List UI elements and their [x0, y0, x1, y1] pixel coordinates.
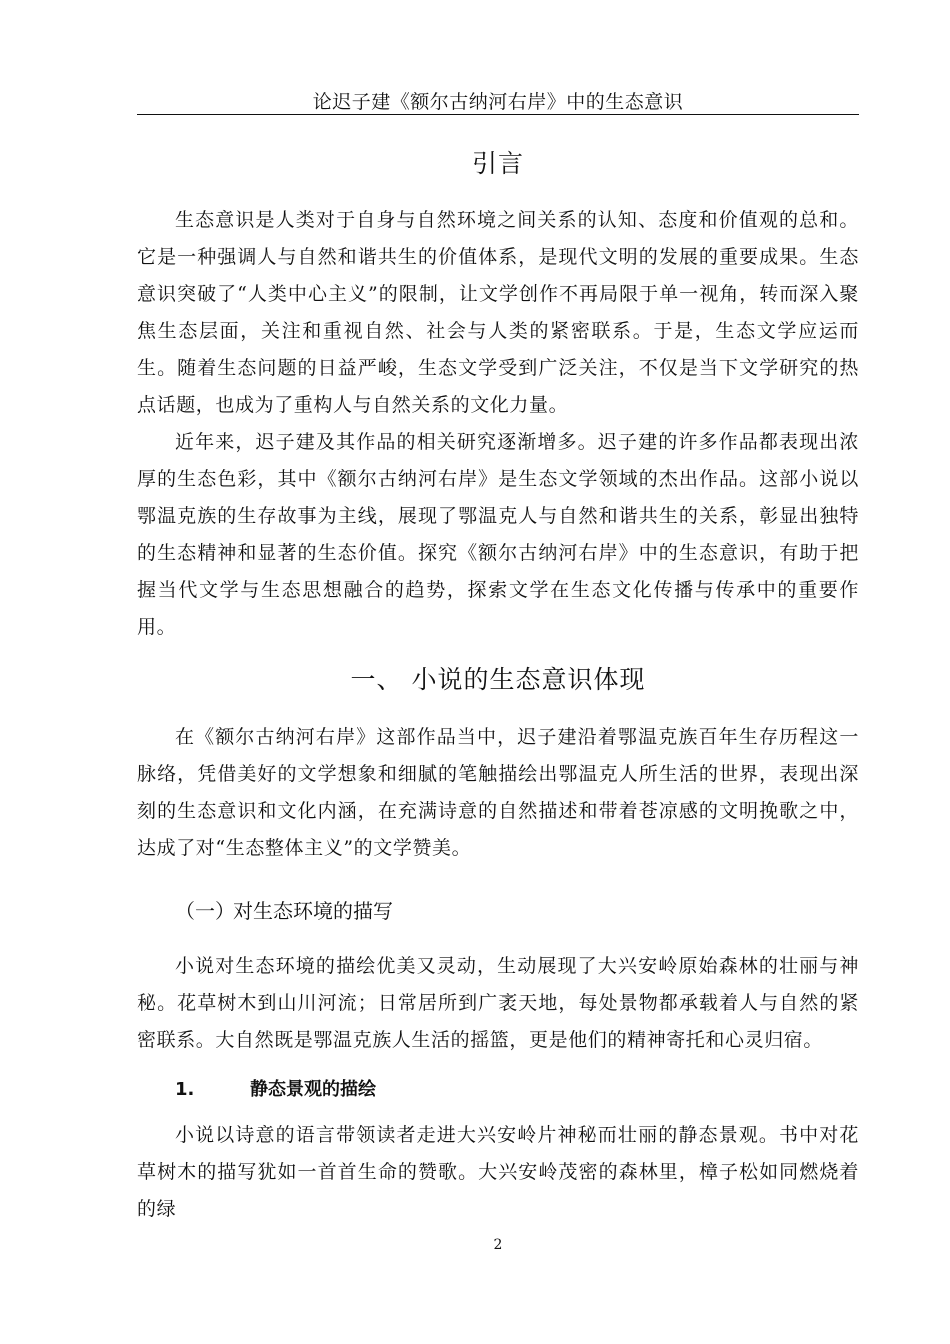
section1-body [137, 948, 859, 1059]
sub1-body [137, 1117, 859, 1228]
intro-paragraph-1: 生态意识是人类对于自身与自然环境之间关系的认知、态度和价值观的总和。它是一种强调人与自然和谐共生的价值体系，是现代文明的发展的重要成果。生态意识突破了“人类中心主义”的限制，让文学创作不再局限于单一视角，转而深入聚焦生态层面，关注和重视自然、社会与人类的紧密联系。于是，生态文学应运而生。随着生态问题的日益严峻，生态文学受到广泛关注，不仅是当下文学研究的热点话题，也成为了重构人与自然关系的文化力量。 [137, 209, 859, 416]
page-number: 2 [493, 1237, 503, 1253]
sub1-paragraph: 小说以诗意的语言带领读者走进大兴安岭片神秘而壮丽的静态景观。书中对花草树木的描写犹如一首首生命的赞歌。大兴安岭茂密的森林里，樟子松如同燃烧着的绿 [137, 1124, 859, 1220]
intro-title: 引言 [471, 149, 524, 178]
sub1-number: 1. [175, 1079, 195, 1100]
sub1-heading [175, 1076, 376, 1104]
section1-heading [175, 896, 393, 926]
section1-paragraph: 小说对生态环境的描绘优美又灵动，生动展现了大兴安岭原始森林的壮丽与神秘。花草树木到山川河流；日常居所到广袤天地，每处景物都承载着人与自然的紧密联系。大自然既是鄂温克族人生活的摇篮，更是他们的精神寄托和心灵归宿。 [137, 955, 859, 1051]
chapter1-paragraph: 在《额尔古纳河右岸》这部作品当中，迟子建沿着鄂温克族百年生存历程这一脉络，凭借美好的文学想象和细腻的笔触描绘出鄂温克人所生活的世界，表现出深刻的生态意识和文化内涵，在充满诗意的自然描述和带着苍凉感的文明挽歌之中，达成了对“生态整体主义”的文学赞美。 [137, 726, 859, 859]
chapter1-body [137, 719, 859, 867]
section1-number: （一） [175, 899, 235, 923]
intro-paragraph-2: 近年来，迟子建及其作品的相关研究逐渐增多。迟子建的许多作品都表现出浓厚的生态色彩，其中《额尔古纳河右岸》是生态文学领域的杰出作品。这部小说以鄂温克族的生存故事为主线，展现了鄂温克人与自然和谐共生的关系，彰显出独特的生态精神和显著的生态价值。探究《额尔古纳河右岸》中的生态意识，有助于把握当代文学与生态思想融合的趋势，探索文学在生态文化传播与传承中的重要作用。 [137, 431, 859, 638]
sub1-title: 静态景观的描绘 [250, 1079, 376, 1100]
running-header: 论迟子建《额尔古纳河右岸》中的生态意识 [312, 91, 684, 113]
section1-title: 对生态环境的描写 [233, 899, 393, 923]
chapter1-title: 一、 小说的生态意识体现 [350, 665, 646, 694]
intro-body [137, 202, 859, 646]
header-rule [137, 114, 859, 115]
